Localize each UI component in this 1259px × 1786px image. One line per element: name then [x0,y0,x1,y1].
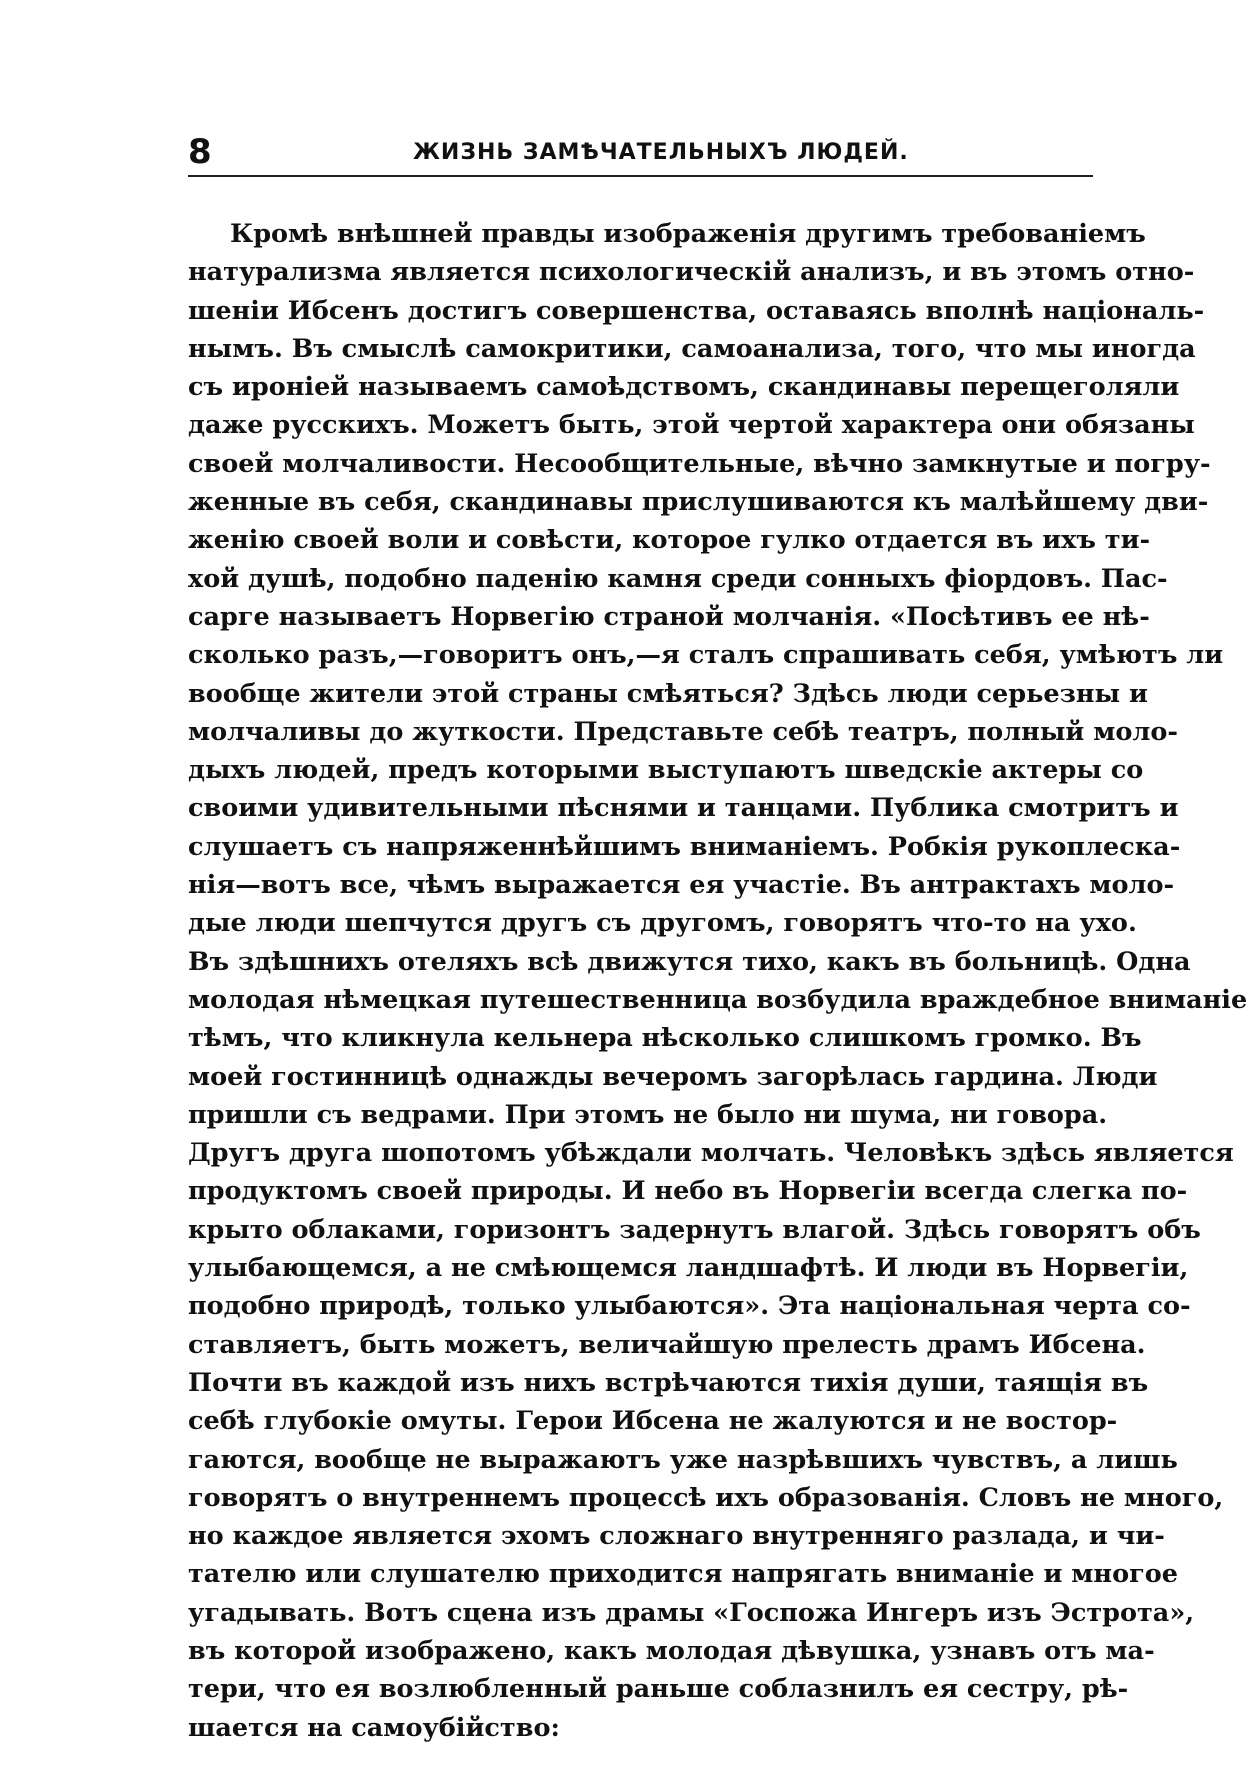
text-line: хой душѣ, подобно паденію камня среди сонныхъ фіордовъ. Пас- [188,563,1168,594]
text-line: себѣ глубокіе омуты. Герои Ибсена не жалуются и не востор- [188,1406,1118,1437]
text-line: вообще жители этой страны смѣяться? Здѣсь люди серьезны и [188,678,1148,709]
text-line: дыхъ людей, предъ которыми выступаютъ шведскіе актеры со [188,755,1144,786]
text-line: но каждое является эхомъ сложнаго внутренняго разлада, и чи- [188,1521,1165,1552]
text-line: даже русскихъ. Можетъ быть, этой чертой характера они обязаны [188,410,1195,441]
text-line: въ которой изображено, какъ молодая дѣвушка, узнавъ отъ ма- [188,1635,1155,1666]
text-line: продуктомъ своей природы. И небо въ Норвегіи всегда слегка по- [188,1176,1188,1207]
text-line: шается на самоубійство: [188,1712,560,1743]
text-line: Другъ друга шопотомъ убѣждали молчать. Человѣкъ здѣсь является [188,1138,1234,1169]
text-line: своими удивительными пѣснями и танцами. Публика смотритъ и [188,793,1179,824]
text-line: гаются, вообще не выражаютъ уже назрѣвшихъ чувствъ, а лишь [188,1444,1178,1475]
text-line: женные въ себя, скандинавы прислушиваются къ малѣйшему дви- [188,487,1209,518]
text-line: моей гостинницѣ однажды вечеромъ загорѣлась гардина. Люди [188,1061,1158,1092]
header-rule [188,175,1093,177]
text-line: тѣмъ, что кликнула кельнера нѣсколько слишкомъ громко. Въ [188,1023,1142,1054]
text-line: тателю или слушателю приходится напрягать вниманіе и многое [188,1559,1178,1590]
text-line: молчаливы до жуткости. Представьте себѣ театръ, полный моло- [188,716,1178,747]
page-number: 8 [188,132,212,172]
text-line: своей молчаливости. Несообщительные, вѣчно замкнутые и погру- [188,448,1211,479]
text-line: говорятъ о внутреннемъ процессѣ ихъ образованія. Словъ не много, [188,1482,1224,1513]
text-line: нія—вотъ все, чѣмъ выражается ея участіе. Въ антрактахъ моло- [188,870,1175,901]
text-line: Почти въ каждой изъ нихъ встрѣчаются тихія души, таящія въ [188,1367,1149,1398]
text-line: Кромѣ внѣшней правды изображенія другимъ требованіемъ [230,219,1146,249]
text-line: пришли съ ведрами. При этомъ не было ни шума, ни говора. [188,1099,1108,1130]
running-title: ЖИЗНЬ ЗАМѢЧАТЕЛЬНЫХЪ ЛЮДЕЙ. [413,140,909,165]
text-line: съ ироніей называемъ самоѣдствомъ, скандинавы перещеголяли [188,372,1180,403]
text-line: нымъ. Въ смыслѣ самокритики, самоанализа, того, что мы иногда [188,333,1196,364]
text-line: молодая нѣмецкая путешественница возбудила враждебное вниманіе [188,984,1248,1015]
text-line: угадывать. Вотъ сцена изъ драмы «Госпожа Ингеръ изъ Эстрота», [188,1597,1195,1628]
text-line: улыбающемся, а не смѣющемся ландшафтѣ. И люди въ Норвегіи, [188,1253,1189,1284]
text-line: женію своей воли и совѣсти, которое гулко отдается въ ихъ ти- [188,525,1151,556]
text-line: тери, что ея возлюбленный раньше соблазнилъ ея сестру, рѣ- [188,1674,1129,1705]
text-line: сарге называетъ Норвегію страной молчанія. «Посѣтивъ ее нѣ- [188,601,1150,632]
text-line: натурализма является психологическій анализъ, и въ этомъ отно- [188,257,1195,288]
text-line: сколько разъ,—говоритъ онъ,—я сталъ спрашивать себя, умѣютъ ли [188,640,1224,671]
text-line: ставляетъ, быть можетъ, величайшую прелесть драмъ Ибсена. [188,1329,1146,1360]
text-line: Въ здѣшнихъ отеляхъ всѣ движутся тихо, какъ въ больницѣ. Одна [188,946,1191,977]
text-line: дые люди шепчутся другъ съ другомъ, говорятъ что-то на ухо. [188,908,1137,939]
text-line: слушаетъ съ напряженнѣйшимъ вниманіемъ. Робкія рукоплеска- [188,831,1181,862]
text-line: крыто облаками, горизонтъ задернутъ влагой. Здѣсь говорятъ объ [188,1214,1201,1245]
text-line: подобно природѣ, только улыбаются». Эта національная черта со- [188,1291,1191,1322]
text-line: шеніи Ибсенъ достигъ совершенства, оставаясь вполнѣ національ- [188,295,1205,326]
body-text [188,215,1248,1747]
running-head [188,132,1088,172]
